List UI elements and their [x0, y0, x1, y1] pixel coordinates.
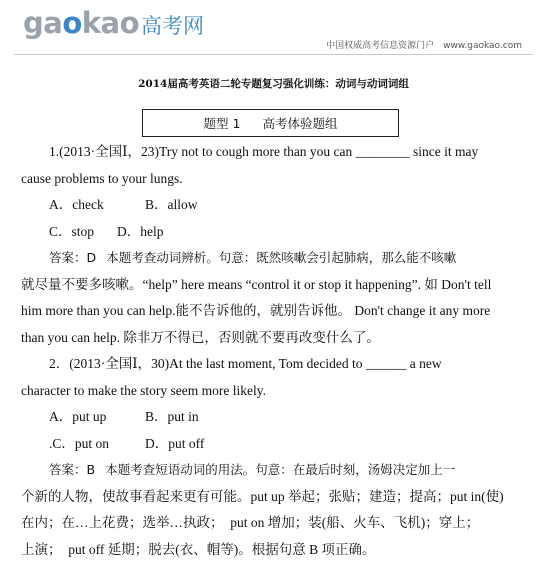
q2-option-c: .C．put on: [49, 435, 110, 451]
q2-answer-text1: 本题考查短语动词的用法。句意：在最后时刻，汤姆决定加上一: [105, 462, 456, 477]
q2-option-d: D．put off: [145, 435, 205, 451]
section-name: 高考体验题组: [262, 116, 338, 131]
q2-option-a: A．put up: [49, 409, 107, 424]
site-header: [0, 0, 547, 52]
q1-stem-line2: cause problems to your lungs.: [21, 170, 183, 186]
q2-option-b: B．put in: [145, 409, 199, 424]
q2-options-cd: [21, 431, 518, 458]
site-tagline: 中国权威高考信息资源门户 www.gaokao.com: [326, 41, 522, 51]
q2-answer-line2: 个新的人物，使故事看起来更有可能。put up 举起；张贴；建造；提高；put in(使): [21, 488, 504, 504]
q2-answer-label: 答案：B: [49, 462, 96, 477]
q1-answer-line2: 就尽量不要多咳嗽。“help” here means “control it or stop it happening”. 如 Don't tell: [21, 276, 492, 292]
q2-answer-line1: [21, 457, 518, 484]
q1-stem-line1: 1.(2013·全国Ⅰ，23)Try not to cough more than you can ________ since it may: [49, 144, 479, 159]
q1-answer-label: 答案：D: [49, 250, 97, 265]
logo-chinese: 高考网: [141, 14, 205, 38]
q2-answer-line4: 上演； put off 延期；脱去(衣、帽等)。根据句意 B 项正确。: [21, 541, 376, 557]
q1-option-a: A．check: [49, 197, 104, 212]
q1-option-c: C．stop: [49, 223, 95, 239]
q1-answer-text1: 本题考查动词辨析。句意：既然咳嗽会引起肺病，那么能不咳嗽: [106, 250, 457, 265]
q2-options-ab: [21, 404, 518, 431]
gaokao-logo[interactable]: [23, 6, 204, 40]
q1-answer-line4: than you can help. 除非万不得已，否则就不要再改变什么了。: [21, 329, 380, 345]
q2-stem-line2: character to make the story seem more likely.: [21, 382, 267, 398]
header-divider: [14, 54, 533, 55]
section-label: 题型 1: [203, 116, 241, 131]
q1-option-b: B．allow: [145, 197, 198, 212]
page-title: 2014届高考英语二轮专题复习强化训练：动词与动词词组: [138, 78, 409, 90]
document-body: [21, 139, 518, 563]
q1-answer-line1: [21, 245, 518, 272]
q2-answer-line3: 在内；在…上花费；选举…执政； put on 增加；装(船、火车、飞机)；穿上；: [21, 515, 480, 530]
logo-wordmark: gaokao: [23, 6, 140, 40]
q1-options-cd: [21, 219, 518, 246]
q2-stem-line1: 2．(2013·全国Ⅰ，30)At the last moment, Tom decided to ______ a new: [49, 356, 442, 371]
section-box: [142, 109, 399, 137]
q1-option-d: D．help: [117, 223, 164, 239]
q1-answer-line3: him more than you can help.能不告诉他的，就别告诉他。 Don't change it any more: [21, 303, 491, 318]
q1-options-ab: [21, 192, 518, 219]
